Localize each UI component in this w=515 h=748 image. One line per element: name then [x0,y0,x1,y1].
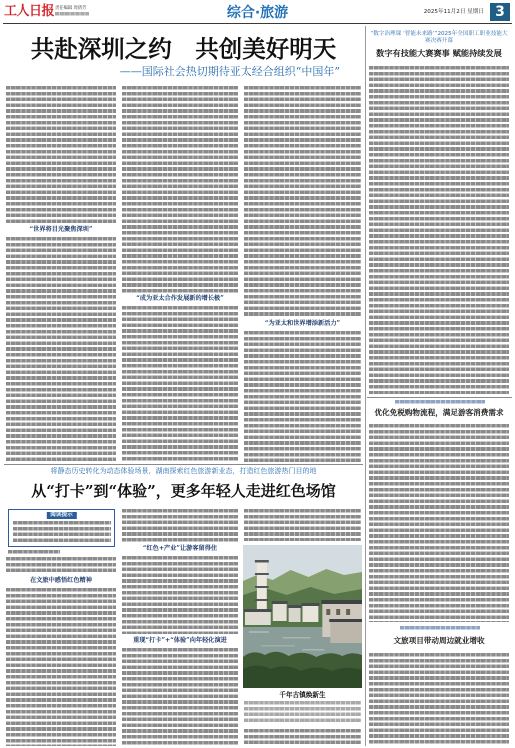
duty-free-story-kicker [395,400,485,404]
reading-tip-label: 阅读提示 [46,512,76,520]
red-tourism-subhead-3: 重现“打卡”+“体验”向年轻化演进 [133,637,227,644]
red-tourism-byline [8,550,60,554]
reading-tip-box [8,509,115,547]
photo-caption-text [244,701,361,724]
lead-subhead-1: “世界将目光聚焦深圳” [29,226,93,233]
red-tourism-body-column-c2 [244,729,361,746]
lead-subhead-2: “成为亚太合作发展新的增长极” [136,295,224,302]
jobs-story-body [369,653,509,745]
lead-story-bottom-rule [4,464,363,465]
lead-subhead-3: “为亚太和世界增添新活力” [264,320,341,327]
red-tourism-headline: 从“打卡”到“体验”，更多年轻人走进红色场馆 [31,482,336,500]
red-tourism-kicker: 将静态历史转化为动态体验场景，湖南探索红色旅游新业态，打造红色旅游热门目的地 [50,467,317,475]
red-tourism-body-column-a2 [6,588,116,746]
newspaper-logo: 工人日报 [4,4,55,19]
lead-body-column-3b [244,331,361,462]
lead-body-column-1b [6,237,116,462]
photo-riverside-houses [321,600,362,643]
section-title: 综合·旅游 [226,5,289,21]
lead-body-column-3a [244,86,361,318]
lead-body-column-1a [6,86,116,224]
photo-tower [255,560,269,615]
lead-body-column-2b [122,306,238,462]
red-tourism-subhead-2: “红色+产业”让游客留得住 [142,545,218,552]
right-column-story-rule [367,397,512,398]
skills-story-headline: 数字有技能大赛赛事 赋能持续发展 [376,48,502,58]
red-tourism-body-column-a1 [6,557,116,574]
right-column-divider [365,26,366,746]
page-number-badge: 3 [490,3,510,21]
duty-free-story-headline: 优化免税购物流程，满足游客消费需求 [374,408,504,417]
lead-subheadline: ——国际社会热切期待亚太经合组织“中国年” [119,65,340,78]
jobs-story-headline: 文旅项目带动周边就业增收 [393,636,485,645]
lead-headline: 共赴深圳之约 共创美好明天 [30,35,337,63]
duty-free-story-body [369,424,509,622]
skills-story-body [369,66,509,394]
masthead-rule [3,23,512,24]
red-tourism-body-column-b3 [122,648,238,746]
skills-story-kicker: “数字治理课 ‘智能未来路’”2025年全国职工职业技能大赛决赛开幕 [370,31,508,44]
photo-ancient-town [243,545,362,688]
lead-body-column-2a [122,86,238,293]
editor-credit: 责任编辑 周倩芳 [55,6,87,11]
editor-credit-line2 [55,12,89,16]
red-tourism-body-column-b2 [122,556,238,634]
red-tourism-subhead-1: 在文旅中感悟红色精神 [30,577,92,584]
jobs-story-kicker [400,626,480,630]
issue-date: 2025年11月2日 星期日 [423,9,484,15]
red-tourism-body-column-b1 [122,509,238,543]
photo-caption-title: 千年古镇焕新生 [279,691,326,699]
reading-tip-text [13,521,111,544]
red-tourism-body-column-c1 [244,509,361,541]
